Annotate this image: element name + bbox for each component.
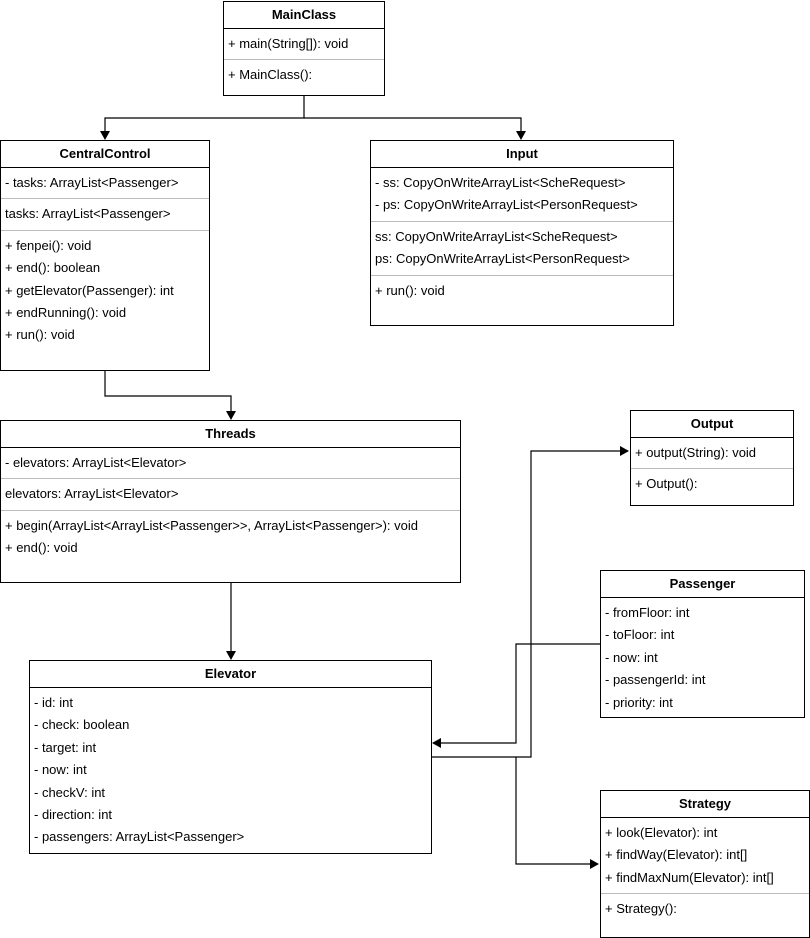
methods-section — [601, 818, 809, 894]
class-threads[interactable] — [0, 420, 461, 583]
method-row: + look(Elevator): int — [605, 825, 718, 840]
methods-section — [1, 231, 209, 351]
property-row: tasks: ArrayList<Passenger> — [5, 206, 171, 222]
field-row: - now: int — [34, 762, 87, 778]
field-row: - passengers: ArrayList<Passenger> — [34, 829, 245, 845]
field-row: - elevators: ArrayList<Elevator> — [5, 455, 187, 470]
class-centralcontrol[interactable] — [0, 140, 210, 371]
edge-mainclass-input — [304, 118, 521, 139]
field-row: - priority: int — [605, 694, 673, 710]
constructor-row: + Output(): — [635, 476, 698, 492]
properties-section — [371, 222, 673, 276]
constructor-row: + MainClass(): — [228, 67, 313, 83]
class-name: Passenger — [601, 571, 804, 598]
class-passenger[interactable] — [600, 570, 805, 718]
edge-elevator-strategy — [516, 757, 598, 864]
class-name: Input — [371, 141, 673, 168]
fields-section — [371, 168, 673, 222]
fields-section — [1, 448, 460, 479]
fields-section — [30, 688, 431, 853]
field-row: - toFloor: int — [605, 627, 675, 643]
constructors-section — [224, 60, 384, 90]
class-name: CentralControl — [1, 141, 209, 168]
field-row: - tasks: ArrayList<Passenger> — [5, 175, 179, 190]
method-row: + fenpei(): void — [5, 237, 92, 253]
method-row: + findMaxNum(Elevator): int[] — [605, 869, 774, 885]
constructors-section — [631, 469, 793, 499]
class-strategy[interactable] — [600, 790, 810, 938]
properties-section — [1, 199, 209, 230]
property-row: ps: CopyOnWriteArrayList<PersonRequest> — [375, 251, 630, 267]
method-row: + main(String[]): void — [228, 36, 349, 51]
edge-passenger-elevator — [433, 644, 600, 743]
fields-section — [1, 168, 209, 199]
field-row: - id: int — [34, 695, 74, 710]
method-row: + end(): void — [5, 540, 78, 556]
field-row: - target: int — [34, 739, 97, 755]
method-row: + findWay(Elevator): int[] — [605, 847, 748, 863]
method-row: + endRunning(): void — [5, 304, 127, 320]
method-row: + output(String): void — [635, 445, 757, 460]
properties-section — [1, 479, 460, 510]
method-row: + run(): void — [375, 282, 445, 298]
field-row: - direction: int — [34, 806, 113, 822]
field-row: - passengerId: int — [605, 672, 706, 688]
class-name: Elevator — [30, 661, 431, 688]
class-input[interactable] — [370, 140, 674, 326]
methods-section — [224, 29, 384, 60]
field-row: - check: boolean — [34, 717, 130, 733]
edge-mainclass-centralcontrol — [105, 96, 304, 139]
methods-section — [631, 438, 793, 469]
property-row: elevators: ArrayList<Elevator> — [5, 486, 179, 502]
class-elevator[interactable] — [29, 660, 432, 854]
class-name: Output — [631, 411, 793, 438]
field-row: - fromFloor: int — [605, 605, 690, 620]
edge-elevator-output — [432, 451, 628, 757]
field-row: - now: int — [605, 649, 658, 665]
methods-section — [371, 276, 673, 306]
method-row: + begin(ArrayList<ArrayList<Passenger>>, ArrayList<Passenger>): void — [5, 517, 418, 533]
field-row: - checkV: int — [34, 784, 106, 800]
class-output[interactable] — [630, 410, 794, 506]
property-row: ss: CopyOnWriteArrayList<ScheRequest> — [375, 228, 618, 244]
edge-centralcontrol-threads — [105, 371, 231, 419]
constructors-section — [601, 894, 809, 924]
constructor-row: + Strategy(): — [605, 901, 677, 917]
class-name: Threads — [1, 421, 460, 448]
class-name: Strategy — [601, 791, 809, 818]
method-row: + run(): void — [5, 327, 75, 343]
method-row: + getElevator(Passenger): int — [5, 282, 174, 298]
method-row: + end(): boolean — [5, 260, 101, 276]
field-row: - ps: CopyOnWriteArrayList<PersonRequest> — [375, 197, 638, 213]
field-row: - ss: CopyOnWriteArrayList<ScheRequest> — [375, 175, 626, 190]
methods-section — [1, 511, 460, 564]
class-mainclass[interactable] — [223, 1, 385, 96]
class-name: MainClass — [224, 2, 384, 29]
fields-section — [601, 598, 804, 718]
